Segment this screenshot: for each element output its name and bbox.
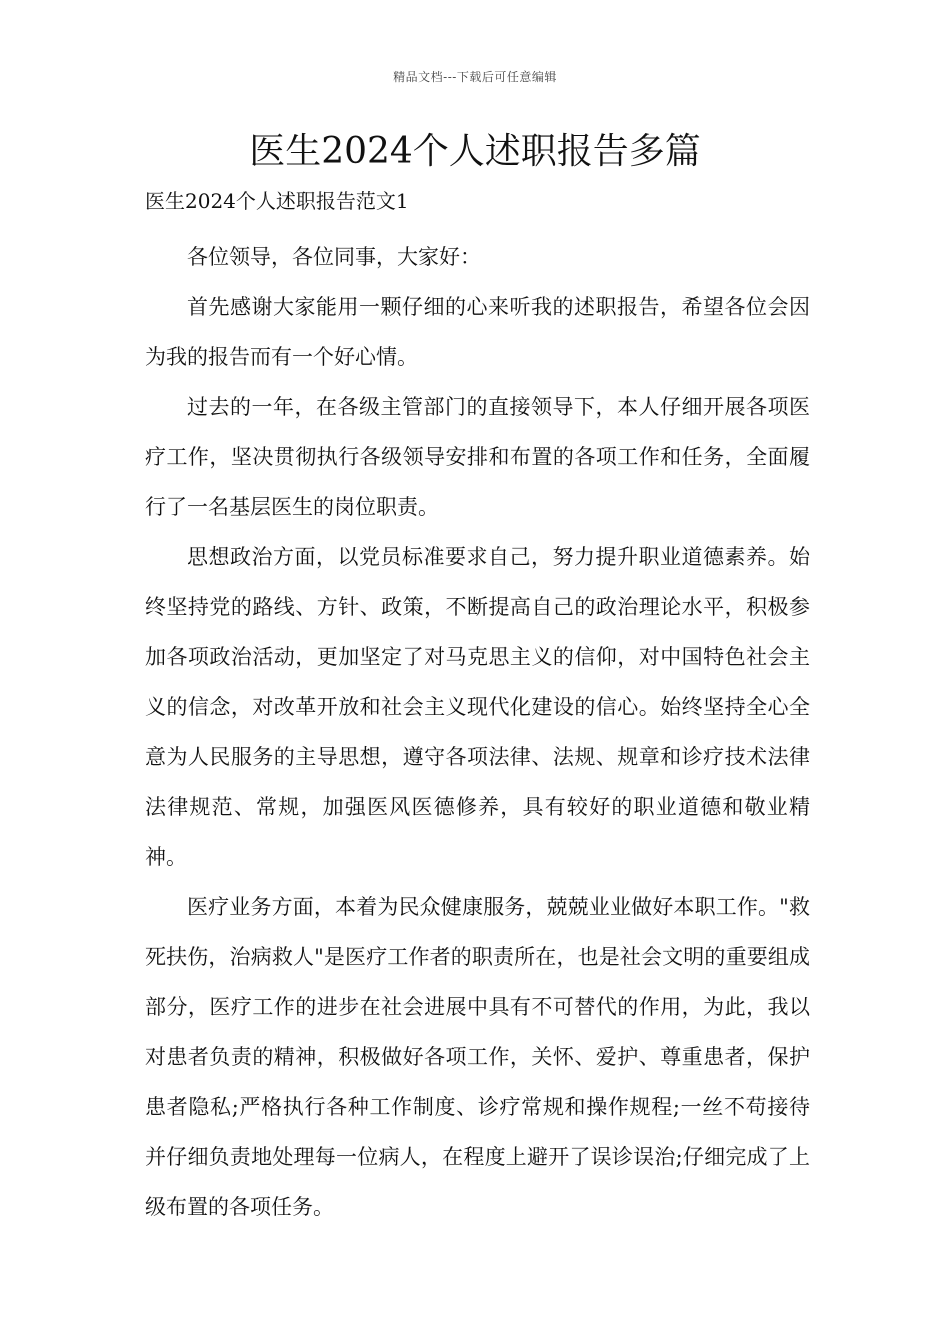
document-subtitle: 医生2024个人述职报告范文1 [145, 189, 409, 213]
paragraph-thanks: 首先感谢大家能用一颗仔细的心来听我的述职报告，希望各位会因为我的报告而有一个好心情。 [145, 295, 810, 369]
document-body [145, 232, 810, 1232]
paragraph-greeting: 各位领导，各位同事，大家好： [187, 245, 481, 269]
paragraph-past-year: 过去的一年，在各级主管部门的直接领导下，本人仔细开展各项医疗工作，坚决贯彻执行各级领导安排和布置的各项工作和任务，全面履行了一名基层医生的岗位职责。 [145, 395, 810, 519]
paragraph-medical-work: 医疗业务方面，本着为民众健康服务，兢兢业业做好本职工作。"救死扶伤，治病救人"是医疗工作者的职责所在，也是社会文明的重要组成部分，医疗工作的进步在社会进展中具有不可替代的作用，为此，我以对患者负责的精神，积极做好各项工作，关怀、爱护、尊重患者，保护患者隐私;严格执行各种工作制度、诊疗常规和操作规程;一丝不苟接待并仔细负责地处理每一位病人，在程度上避开了误诊误治;仔细完成了上级布置的各项任务。 [145, 895, 810, 1219]
document-title: 医生2024个人述职报告多篇 [249, 131, 701, 172]
paragraph-political: 思想政治方面，以党员标准要求自己，努力提升职业道德素养。始终坚持党的路线、方针、政策，不断提高自己的政治理论水平，积极参加各项政治活动，更加坚定了对马克思主义的信仰，对中国特色社会主义的信念，对改革开放和社会主义现代化建设的信心。始终坚持全心全意为人民服务的主导思想，遵守各项法律、法规、规章和诊疗技术法律法律规范、常规，加强医风医德修养，具有较好的职业道德和敬业精神。 [145, 545, 810, 869]
header-note: 精品文档---下载后可任意编辑 [393, 70, 557, 84]
